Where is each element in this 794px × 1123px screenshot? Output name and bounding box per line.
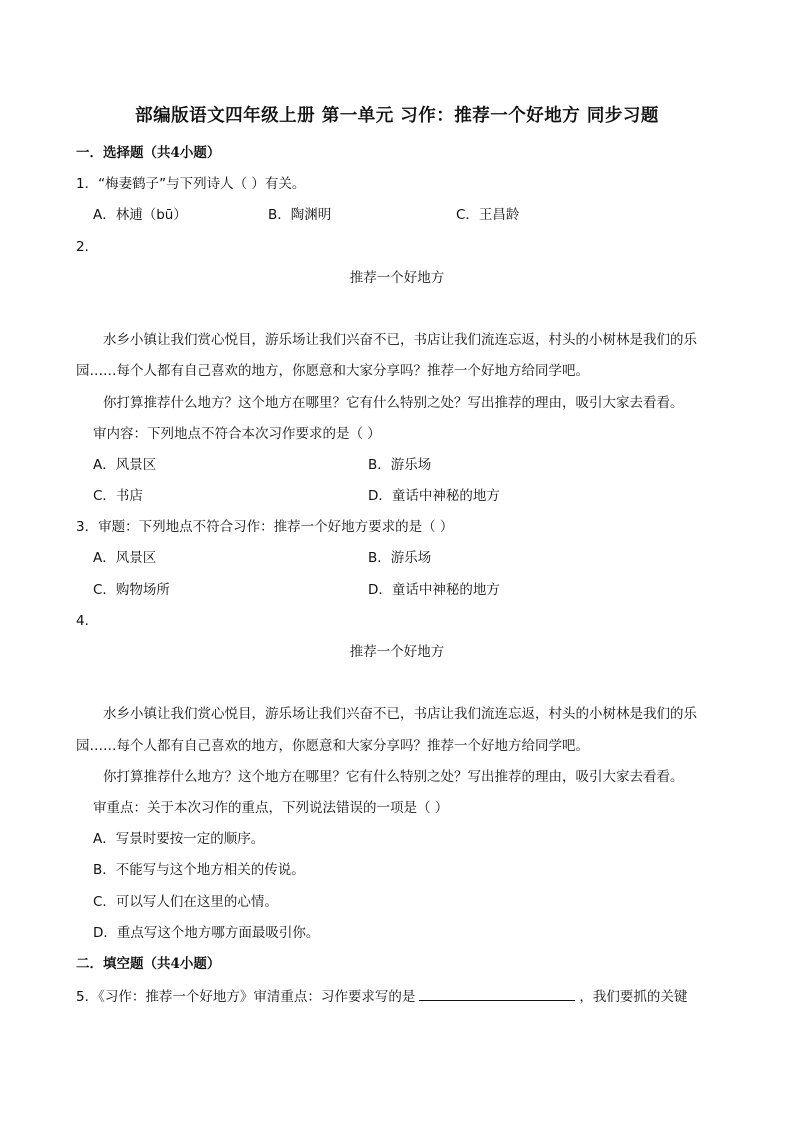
section-heading-fill-blank: 二．填空题（共4小题） <box>76 956 221 972</box>
question-4-prompt: 审重点：关于本次习作的重点，下列说法错误的一项是（ ） <box>93 800 449 816</box>
question-2-paragraph-1-line-1: 水乡小镇让我们赏心悦目，游乐场让我们兴奋不已，书店让我们流连忘返，村头的小树林是我们的乐 <box>103 332 697 348</box>
question-4-passage-title: 推荐一个好地方 <box>349 644 445 660</box>
question-3-option-d: D．童话中神秘的地方 <box>368 582 500 598</box>
question-3-option-a: A．风景区 <box>93 550 157 566</box>
question-2-paragraph-1-line-2: 园……每个人都有自己喜欢的地方，你愿意和大家分享吗？推荐一个好地方给同学吧。 <box>76 363 589 379</box>
question-3-option-c: C．购物场所 <box>93 582 170 598</box>
question-1-option-b: B．陶渊明 <box>268 207 332 223</box>
question-1-stem: 1．“梅妻鹤子”与下列诗人（ ）有关。 <box>76 176 306 192</box>
question-4-number: 4． <box>76 613 99 629</box>
question-2-option-c: C．书店 <box>93 488 143 504</box>
question-4-paragraph-2: 你打算推荐什么地方？这个地方在哪里？它有什么特别之处？写出推荐的理由，吸引大家去看看。 <box>103 769 684 785</box>
question-5-answer-blank[interactable] <box>419 986 575 1001</box>
question-4-option-d: D．重点写这个地方哪方面最吸引你。 <box>93 925 320 941</box>
question-2-passage-title: 推荐一个好地方 <box>349 270 445 286</box>
question-2-option-b: B．游乐场 <box>368 457 432 473</box>
question-5-line <box>76 986 687 1007</box>
question-4-option-b: B．不能写与这个地方相关的传说。 <box>93 862 305 878</box>
question-5-stem: 5．《习作：推荐一个好地方》审清重点：习作要求写的是 <box>76 989 416 1005</box>
question-2-prompt: 审内容：下列地点不符合本次习作要求的是（ ） <box>93 426 381 442</box>
question-4-paragraph-1-line-1: 水乡小镇让我们赏心悦目，游乐场让我们兴奋不已，书店让我们流连忘返，村头的小树林是我们的乐 <box>103 706 697 722</box>
question-2-option-d: D．童话中神秘的地方 <box>368 488 500 504</box>
question-1-option-c: C．王昌龄 <box>456 207 520 223</box>
question-4-option-c: C．可以写人们在这里的心情。 <box>93 894 278 910</box>
question-2-number: 2． <box>76 239 99 255</box>
question-4-paragraph-1-line-2: 园……每个人都有自己喜欢的地方，你愿意和大家分享吗？推荐一个好地方给同学吧。 <box>76 738 589 754</box>
page-title: 部编版语文四年级上册 第一单元 习作：推荐一个好地方 同步习题 <box>135 106 659 126</box>
question-4-option-a: A．写景时要按一定的顺序。 <box>93 831 265 847</box>
question-2-option-a: A．风景区 <box>93 457 157 473</box>
section-heading-choice: 一．选择题（共4小题） <box>76 145 221 161</box>
question-5-stem-continued: ，我们要抓的关键 <box>579 989 688 1005</box>
question-3-stem: 3．审题：下列地点不符合习作：推荐一个好地方要求的是（ ） <box>76 519 454 535</box>
question-3-option-b: B．游乐场 <box>368 550 432 566</box>
question-1-option-a: A．林逋（bū） <box>93 207 187 223</box>
question-2-paragraph-2: 你打算推荐什么地方？这个地方在哪里？它有什么特别之处？写出推荐的理由，吸引大家去看看。 <box>103 395 684 411</box>
